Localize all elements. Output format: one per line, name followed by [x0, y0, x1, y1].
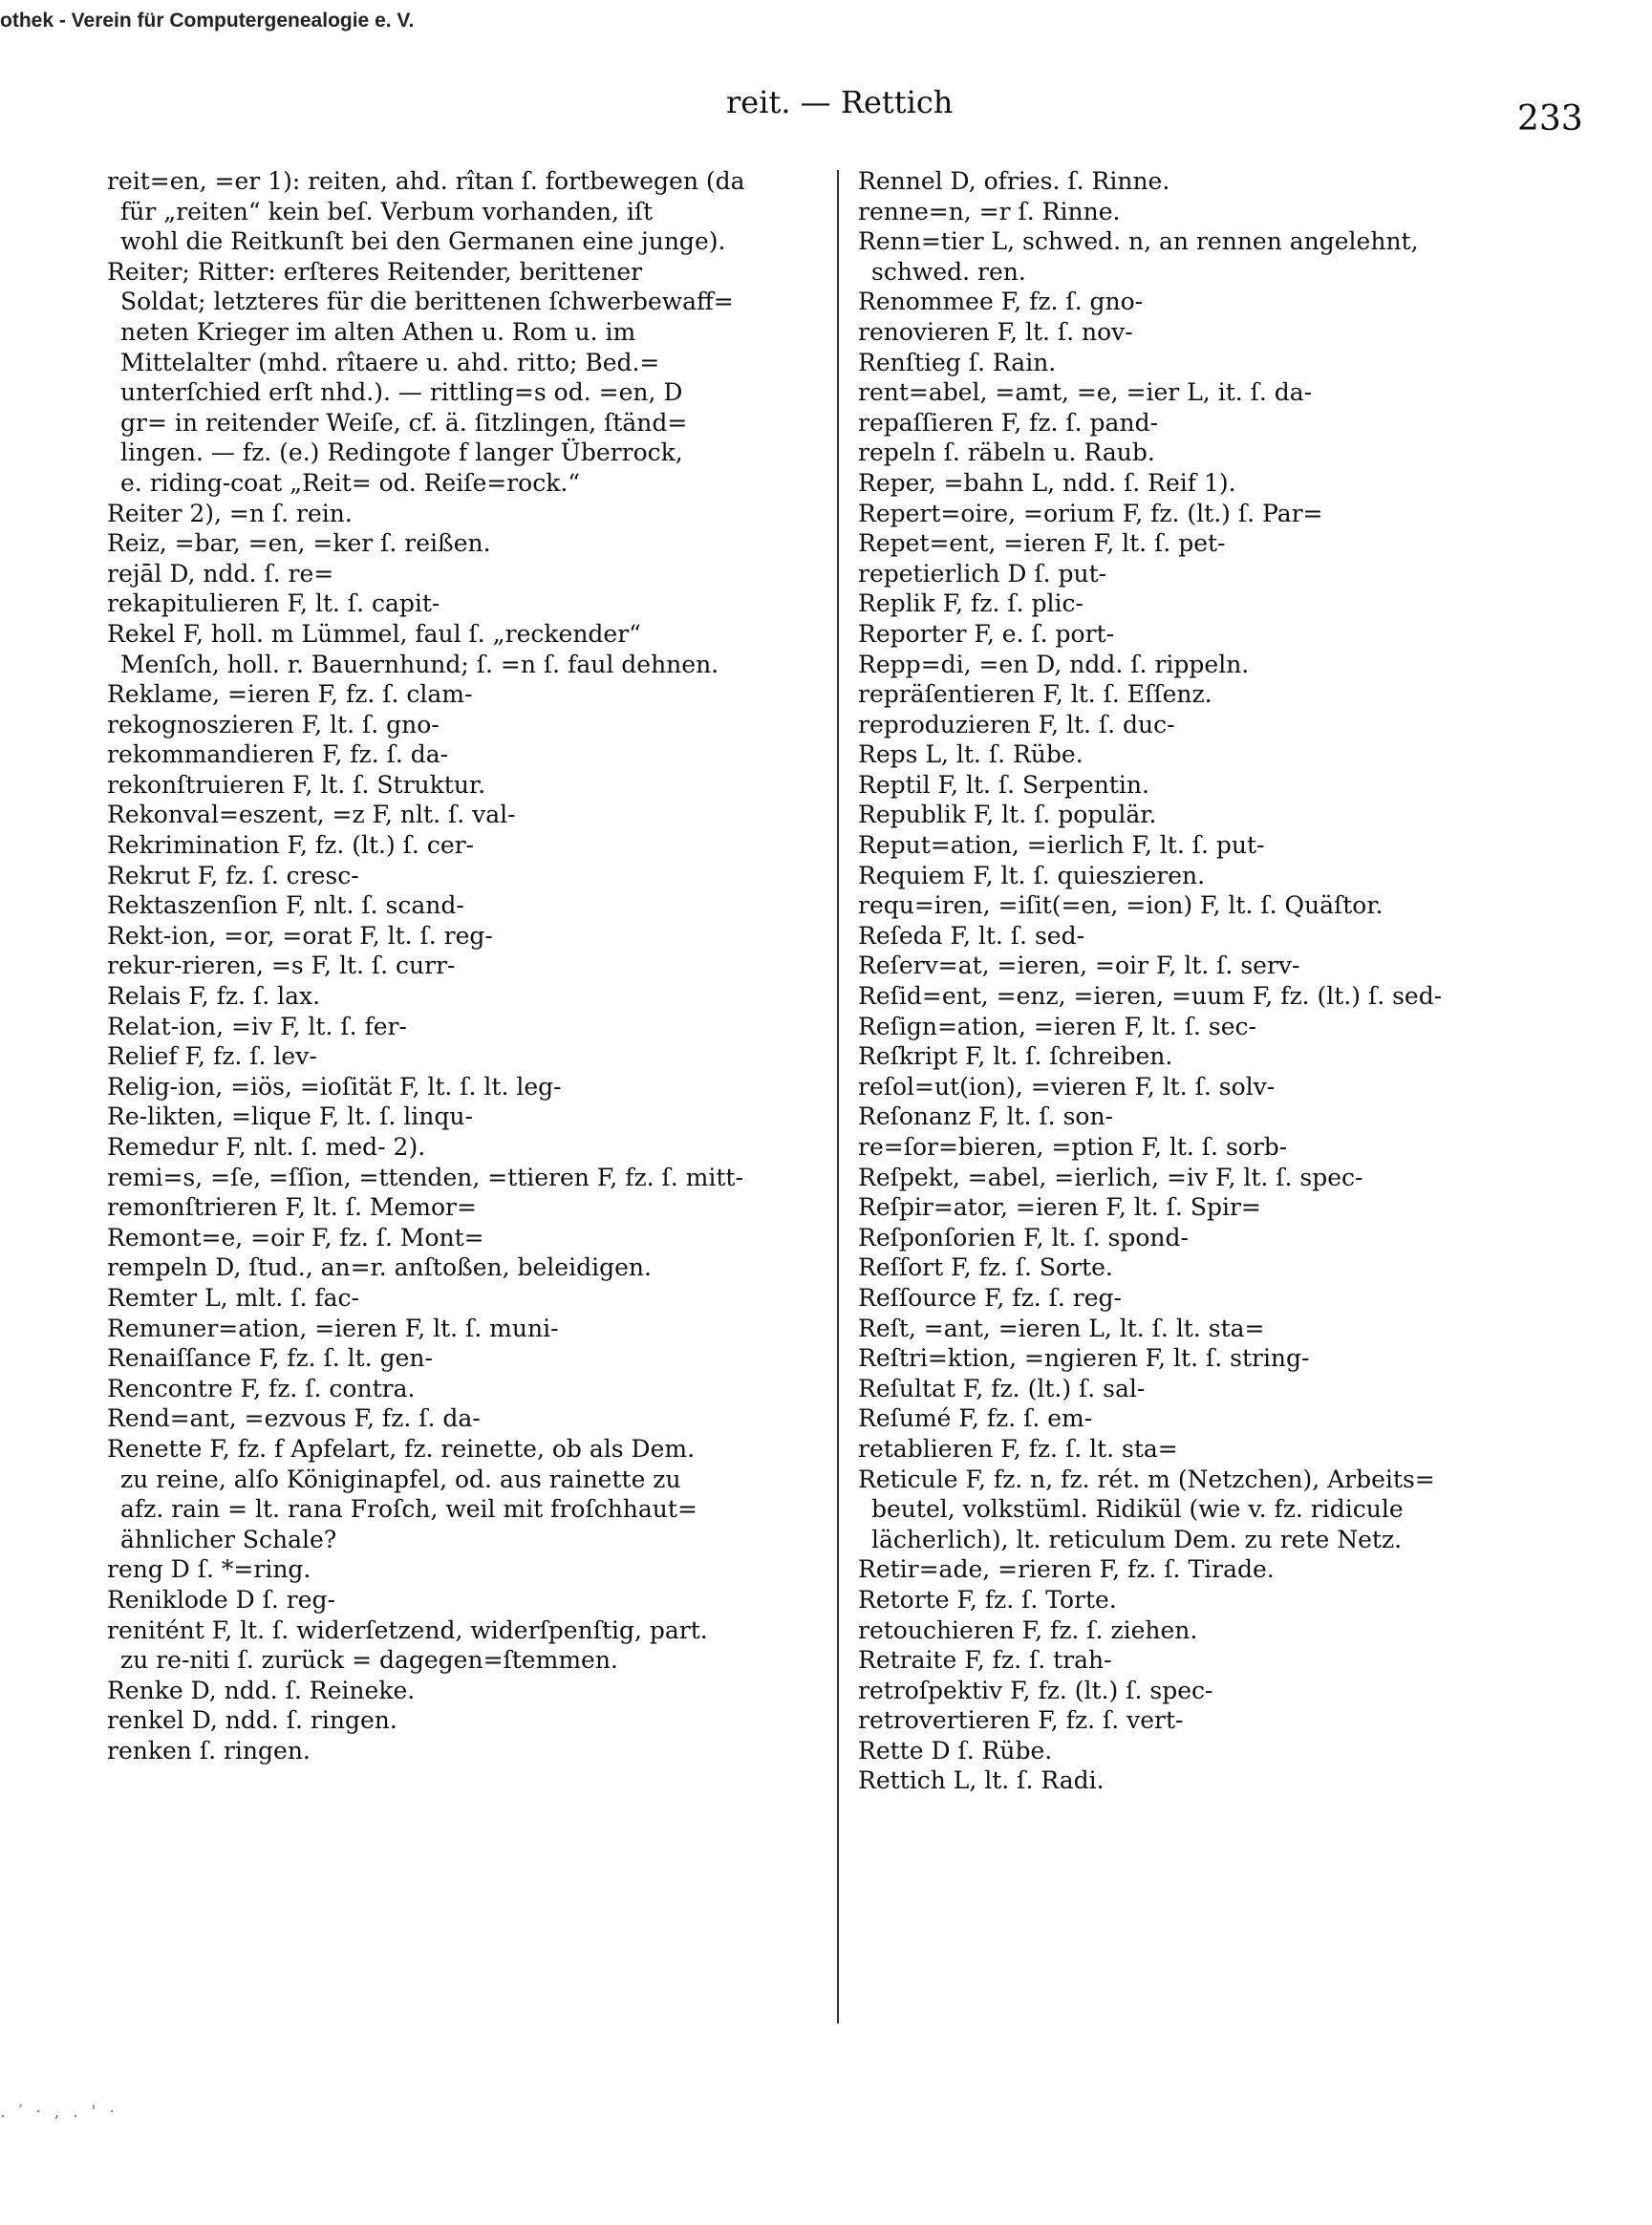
dictionary-line: Remedur F, nlt. ſ. med- 2). [107, 1133, 426, 1161]
dictionary-line: reſol=ut(ion), =vieren F, lt. ſ. solv- [858, 1072, 1276, 1101]
dictionary-line: Reſign=ation, =ieren F, lt. ſ. sec- [858, 1012, 1256, 1040]
dictionary-line: Rekonval=eszent, =z F, nlt. ſ. val- [107, 801, 516, 829]
dictionary-line: Retorte F, fz. ſ. Torte. [858, 1585, 1117, 1614]
dictionary-line: Remont=e, =oir F, fz. ſ. Mont= [107, 1223, 484, 1252]
dictionary-line: Reſpekt, =abel, =ierlich, =iv F, lt. ſ. spec- [858, 1163, 1363, 1191]
dictionary-line: Re-likten, =lique F, lt. ſ. linqu- [107, 1102, 473, 1131]
dictionary-line: rekommandieren F, fz. ſ. da- [107, 740, 449, 769]
dictionary-line: retroſpektiv F, fz. (lt.) ſ. spec- [858, 1676, 1213, 1704]
page-number: 233 [1517, 99, 1583, 139]
dictionary-line: lingen. — fz. (e.) Redingote f langer Überrock, [120, 439, 683, 467]
running-head: reit. — Rettich [726, 84, 954, 120]
left-column [107, 166, 826, 1765]
dictionary-line: beutel, volkstüml. Ridikül (wie v. fz. ridicule [871, 1495, 1404, 1524]
dictionary-line: Reput=ation, =ierlich F, lt. ſ. put- [858, 831, 1265, 860]
dictionary-line: Reſt, =ant, =ieren L, lt. ſ. lt. sta= [858, 1314, 1265, 1342]
dictionary-line: unterſchied erſt nhd.). — rittling=s od. =en, D [120, 378, 683, 407]
column-divider [837, 170, 839, 2023]
dictionary-line: lächerlich), lt. reticulum Dem. zu rete Netz. [871, 1525, 1403, 1553]
dictionary-line: Reiter 2), =n ſ. rein. [107, 499, 353, 527]
dictionary-line: reng D ſ. *=ring. [107, 1555, 311, 1584]
library-watermark: othek - Verein für Computergenealogie e. V. [0, 10, 415, 32]
dictionary-line: Republik F, lt. ſ. populär. [858, 801, 1157, 829]
dictionary-line: Reſtri=ktion, =ngieren F, lt. ſ. string- [858, 1344, 1310, 1373]
dictionary-line: Reſonanz F, lt. ſ. son- [858, 1102, 1114, 1131]
right-column [858, 166, 1584, 1796]
dictionary-line: neten Krieger im alten Athen u. Rom u. im [120, 317, 636, 346]
dictionary-line: Requiem F, lt. ſ. quieszieren. [858, 861, 1206, 889]
dictionary-line: Repp=di, =en D, ndd. ſ. rippeln. [858, 650, 1250, 678]
dictionary-line: afz. rain = lt. rana Froſch, weil mit froſchhaut= [120, 1495, 697, 1524]
dictionary-line: Rencontre F, fz. ſ. contra. [107, 1374, 416, 1402]
dictionary-line: Reper, =bahn L, ndd. ſ. Reif 1). [858, 468, 1236, 497]
dictionary-line: Renaiſſance F, fz. ſ. lt. gen- [107, 1344, 433, 1373]
dictionary-line: requ=iren, =iſit(=en, =ion) F, lt. ſ. Quäſtor. [858, 891, 1384, 920]
dictionary-line: Retir=ade, =rieren F, fz. ſ. Tirade. [858, 1555, 1275, 1584]
dictionary-line: Reſſort F, fz. ſ. Sorte. [858, 1253, 1113, 1282]
dictionary-line: schwed. ren. [871, 257, 1026, 286]
dictionary-line: Reporter F, e. ſ. port- [858, 619, 1115, 648]
dictionary-line: retablieren F, fz. ſ. lt. sta= [858, 1434, 1178, 1463]
dictionary-line: ähnlicher Schale? [120, 1525, 337, 1553]
dictionary-line: Renommee F, fz. ſ. gno- [858, 288, 1144, 316]
dictionary-line: Rennel D, ofries. ſ. Rinne. [858, 167, 1170, 195]
dictionary-line: repeln ſ. räbeln u. Raub. [858, 439, 1155, 467]
dictionary-line: Reſponſorien F, lt. ſ. spond- [858, 1223, 1189, 1252]
dictionary-line: rempeln D, ſtud., an=r. anſtoßen, beleidigen. [107, 1253, 652, 1282]
dictionary-line: renitént F, lt. ſ. widerſetzend, widerſpenſtig, part. [107, 1615, 708, 1644]
dictionary-line: repaſſieren F, fz. ſ. pand- [858, 408, 1159, 437]
dictionary-line: Rettich L, lt. ſ. Radi. [858, 1766, 1105, 1795]
dictionary-line: Reſpir=ator, =ieren F, lt. ſ. Spir= [858, 1193, 1261, 1222]
dictionary-line: Relief F, fz. ſ. lev- [107, 1042, 317, 1071]
dictionary-line: Reniklode D ſ. reg- [107, 1585, 335, 1614]
dictionary-line: Reptil F, lt. ſ. Serpentin. [858, 770, 1149, 799]
dictionary-line: Remter L, mlt. ſ. fac- [107, 1283, 359, 1312]
scan-specks: . ′ · , . ' · [0, 2102, 118, 2122]
dictionary-line: re=ſor=bieren, =ption F, lt. ſ. sorb- [858, 1133, 1288, 1161]
dictionary-line: Mittelalter (mhd. rîtaere u. ahd. ritto; Bed.= [120, 348, 660, 376]
dictionary-line: Menſch, holl. r. Bauernhund; ſ. =n ſ. faul dehnen. [120, 650, 719, 678]
dictionary-line: Rette D ſ. Rübe. [858, 1736, 1053, 1765]
dictionary-line: Reſeda F, lt. ſ. sed- [858, 921, 1085, 950]
dictionary-line: renne=n, =r ſ. Rinne. [858, 197, 1121, 225]
dictionary-line: Rekel F, holl. m Lümmel, faul ſ. „reckender“ [107, 619, 641, 648]
dictionary-line: renkel D, ndd. ſ. ringen. [107, 1706, 397, 1735]
dictionary-line: Reiz, =bar, =en, =ker ſ. reißen. [107, 529, 491, 558]
dictionary-line: rent=abel, =amt, =e, =ier L, it. ſ. da- [858, 378, 1313, 407]
dictionary-line: Soldat; letzteres für die berittenen ſchwerbewaff= [120, 288, 734, 316]
dictionary-line: zu re-niti ſ. zurück = dagegen=ſtemmen. [120, 1646, 618, 1675]
dictionary-line: Reiter; Ritter: erſteres Reitender, berittener [107, 257, 643, 286]
dictionary-line: rekapitulieren F, lt. ſ. capit- [107, 589, 440, 618]
dictionary-line: Replik F, fz. ſ. plic- [858, 589, 1083, 618]
dictionary-line: retrovertieren F, fz. ſ. vert- [858, 1706, 1184, 1735]
dictionary-line: Repet=ent, =ieren F, lt. ſ. pet- [858, 529, 1226, 558]
dictionary-line: Rekrut F, fz. ſ. cresc- [107, 861, 359, 889]
dictionary-line: repetierlich D ſ. put- [858, 559, 1107, 588]
dictionary-line: rejāl D, ndd. ſ. re= [107, 559, 334, 588]
dictionary-line: e. riding-coat „Reit= od. Reiſe=rock.“ [120, 468, 581, 497]
dictionary-line: Renſtieg ſ. Rain. [858, 348, 1057, 376]
dictionary-line: rekonſtruieren F, lt. ſ. Struktur. [107, 770, 486, 799]
dictionary-line: Renke D, ndd. ſ. Reineke. [107, 1676, 416, 1704]
dictionary-line: Remuner=ation, =ieren F, lt. ſ. muni- [107, 1314, 559, 1342]
dictionary-line: repräſentieren F, lt. ſ. Eſſenz. [858, 680, 1212, 709]
dictionary-line: zu reine, alſo Königinapfel, od. aus rainette zu [120, 1465, 681, 1493]
dictionary-line: Reſid=ent, =enz, =ieren, =uum F, fz. (lt.) ſ. sed- [858, 982, 1443, 1011]
dictionary-line: Reklame, =ieren F, fz. ſ. clam- [107, 680, 473, 709]
dictionary-line: gr= in reitender Weiſe, cf. ä. ſitzlingen, ſtänd= [120, 408, 688, 437]
dictionary-line: Reſkript F, lt. ſ. ſchreiben. [858, 1042, 1173, 1071]
dictionary-line: Rekrimination F, fz. (lt.) ſ. cer- [107, 831, 475, 860]
dictionary-line: Relat-ion, =iv F, lt. ſ. fer- [107, 1012, 407, 1040]
dictionary-line: wohl die Reitkunſt bei den Germanen eine junge). [120, 227, 726, 256]
dictionary-line: Retraite F, fz. ſ. trah- [858, 1646, 1112, 1675]
dictionary-line: Reticule F, fz. n, fz. rét. m (Netzchen), Arbeits= [858, 1465, 1435, 1493]
dictionary-line: für „reiten“ kein beſ. Verbum vorhanden, iſt [120, 197, 654, 225]
dictionary-line: Renn=tier L, schwed. n, an rennen angelehnt, [858, 227, 1419, 256]
dictionary-line: reit=en, =er 1): reiten, ahd. rîtan ſ. fortbewegen (da [107, 167, 745, 195]
dictionary-line: Repert=oire, =orium F, fz. (lt.) ſ. Par= [858, 499, 1323, 527]
dictionary-line: Reps L, lt. ſ. Rübe. [858, 740, 1083, 769]
dictionary-line: rekur-rieren, =s F, lt. ſ. curr- [107, 952, 456, 980]
dictionary-line: Rend=ant, =ezvous F, fz. ſ. da- [107, 1404, 481, 1433]
dictionary-line: renken ſ. ringen. [107, 1736, 311, 1765]
dictionary-line: retouchieren F, fz. ſ. ziehen. [858, 1615, 1198, 1644]
dictionary-line: Rekt-ion, =or, =orat F, lt. ſ. reg- [107, 921, 493, 950]
dictionary-line: remi=s, =ſe, =ſſion, =ttenden, =ttieren F, fz. ſ. mitt- [107, 1163, 743, 1191]
dictionary-line: Reſſource F, fz. ſ. reg- [858, 1283, 1122, 1312]
dictionary-line: Relais F, fz. ſ. lax. [107, 982, 321, 1011]
dictionary-line: remonſtrieren F, lt. ſ. Memor= [107, 1193, 477, 1222]
dictionary-line: Renette F, fz. f Apfelart, fz. reinette, ob als Dem. [107, 1434, 696, 1463]
dictionary-line: Reſerv=at, =ieren, =oir F, lt. ſ. serv- [858, 952, 1300, 980]
dictionary-line: Reſumé F, fz. ſ. em- [858, 1404, 1093, 1433]
dictionary-line: rekognoszieren F, lt. ſ. gno- [107, 710, 440, 738]
dictionary-line: Reſultat F, fz. (lt.) ſ. sal- [858, 1374, 1146, 1402]
dictionary-line: reproduzieren F, lt. ſ. duc- [858, 710, 1175, 738]
dictionary-line: Relig-ion, =iös, =ioſität F, lt. ſ. lt. leg- [107, 1072, 562, 1101]
dictionary-line: renovieren F, lt. ſ. nov- [858, 317, 1133, 346]
dictionary-line: Rektaszenſion F, nlt. ſ. scand- [107, 891, 464, 920]
